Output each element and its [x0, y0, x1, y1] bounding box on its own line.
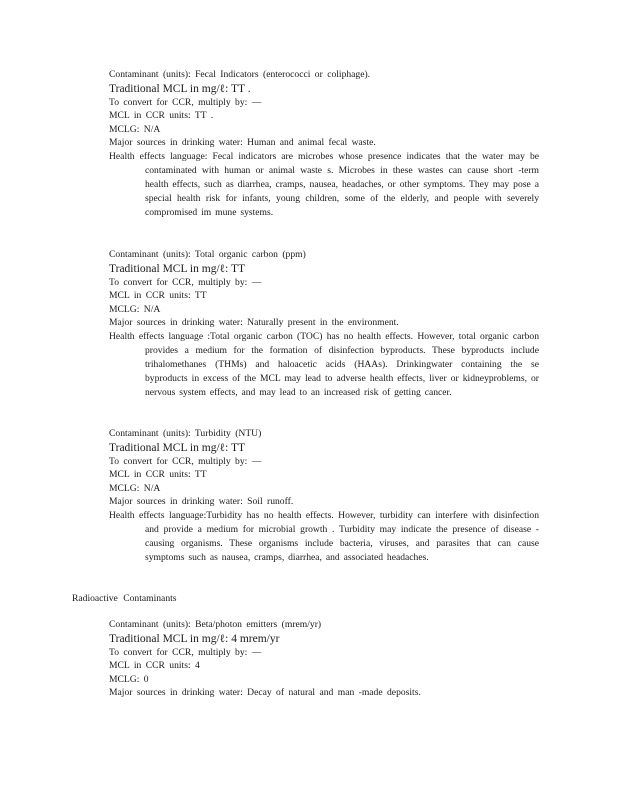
mcl-ccr-line: MCL in CCR units: TT: [109, 469, 207, 480]
health-effects-paragraph: Health effects language :Total organic carbon (TOC) has no health effects. However, total organic carbon provides a medium for the formation of disinfection byproducts. These byproducts include trihalomethanes (THMs) and haloacetic acids (HAAs). Drinkingwater containing the se byproducts in excess of the MCL may lead to adverse health effects, liver or kidneyproblems, or nervous system effects, and may lead to an increased risk of getting cancer.: [109, 330, 539, 399]
mcl-ccr-line: MCL in CCR units: TT .: [109, 110, 214, 121]
convert-line: To convert for CCR, multiply by: —: [109, 646, 262, 658]
mclg-line: MCLG: N/A: [109, 123, 161, 135]
traditional-mcl-line: Traditional MCL in mg/ℓ: TT: [109, 262, 246, 275]
contaminant-block-turbidity: [109, 427, 539, 565]
major-sources-line: Major sources in drinking water: Soil runoff.: [109, 496, 294, 507]
contaminant-block-beta-photon-emitters: [109, 618, 539, 700]
traditional-mcl-line: Traditional MCL in mg/ℓ: 4 mrem/yr: [109, 632, 280, 645]
contaminant-line: Contaminant (units): Turbidity (NTU): [109, 428, 262, 439]
convert-line: To convert for CCR, multiply by: —: [109, 455, 262, 467]
contaminant-block-fecal-indicators: [109, 68, 539, 221]
traditional-mcl-line: Traditional MCL in mg/ℓ: TT: [109, 441, 246, 454]
mcl-ccr-line: MCL in CCR units: TT: [109, 290, 207, 301]
traditional-mcl-line: Traditional MCL in mg/ℓ: TT .: [109, 82, 251, 95]
contaminant-line: Contaminant (units): Beta/photon emitters (mrem/yr): [109, 619, 322, 630]
major-sources-line: Major sources in drinking water: Naturally present in the environment.: [109, 317, 399, 328]
mcl-ccr-line: MCL in CCR units: 4: [109, 660, 200, 671]
section-heading-radioactive: Radioactive Contaminants: [72, 593, 177, 604]
major-sources-line: Major sources in drinking water: Decay of natural and man -made deposits.: [109, 687, 421, 698]
health-effects-paragraph: Health effects language:Turbidity has no health effects. However, turbidity can interfere with disinfection and provide a medium for microbial growth . Turbidity may indicate the presence of disease -causing organisms. These organisms include bacteria, viruses, and parasites that can cause symptoms such as nausea, cramps, diarrhea, and associated headaches.: [109, 509, 539, 564]
contaminant-line: Contaminant (units): Total organic carbon (ppm): [109, 249, 306, 260]
convert-line: To convert for CCR, multiply by: —: [109, 96, 262, 108]
mclg-line: MCLG: N/A: [109, 482, 161, 494]
mclg-line: MCLG: N/A: [109, 303, 161, 315]
convert-line: To convert for CCR, multiply by: —: [109, 276, 262, 288]
contaminant-block-total-organic-carbon: [109, 248, 539, 401]
mclg-line: MCLG: 0: [109, 673, 149, 685]
health-effects-paragraph: Health effects language: Fecal indicators are microbes whose presence indicates that the water may be contaminated with human or animal waste s. Microbes in these wastes can cause short -term health effects, such as diarrhea, cramps, nausea, headaches, or other symptoms. They may pose a special health risk for infants, young children, some of the elderly, and people with severely compromised im mune systems.: [109, 150, 539, 219]
major-sources-line: Major sources in drinking water: Human and animal fecal waste.: [109, 137, 376, 148]
contaminant-line: Contaminant (units): Fecal Indicators (enterococci or coliphage).: [109, 69, 371, 80]
